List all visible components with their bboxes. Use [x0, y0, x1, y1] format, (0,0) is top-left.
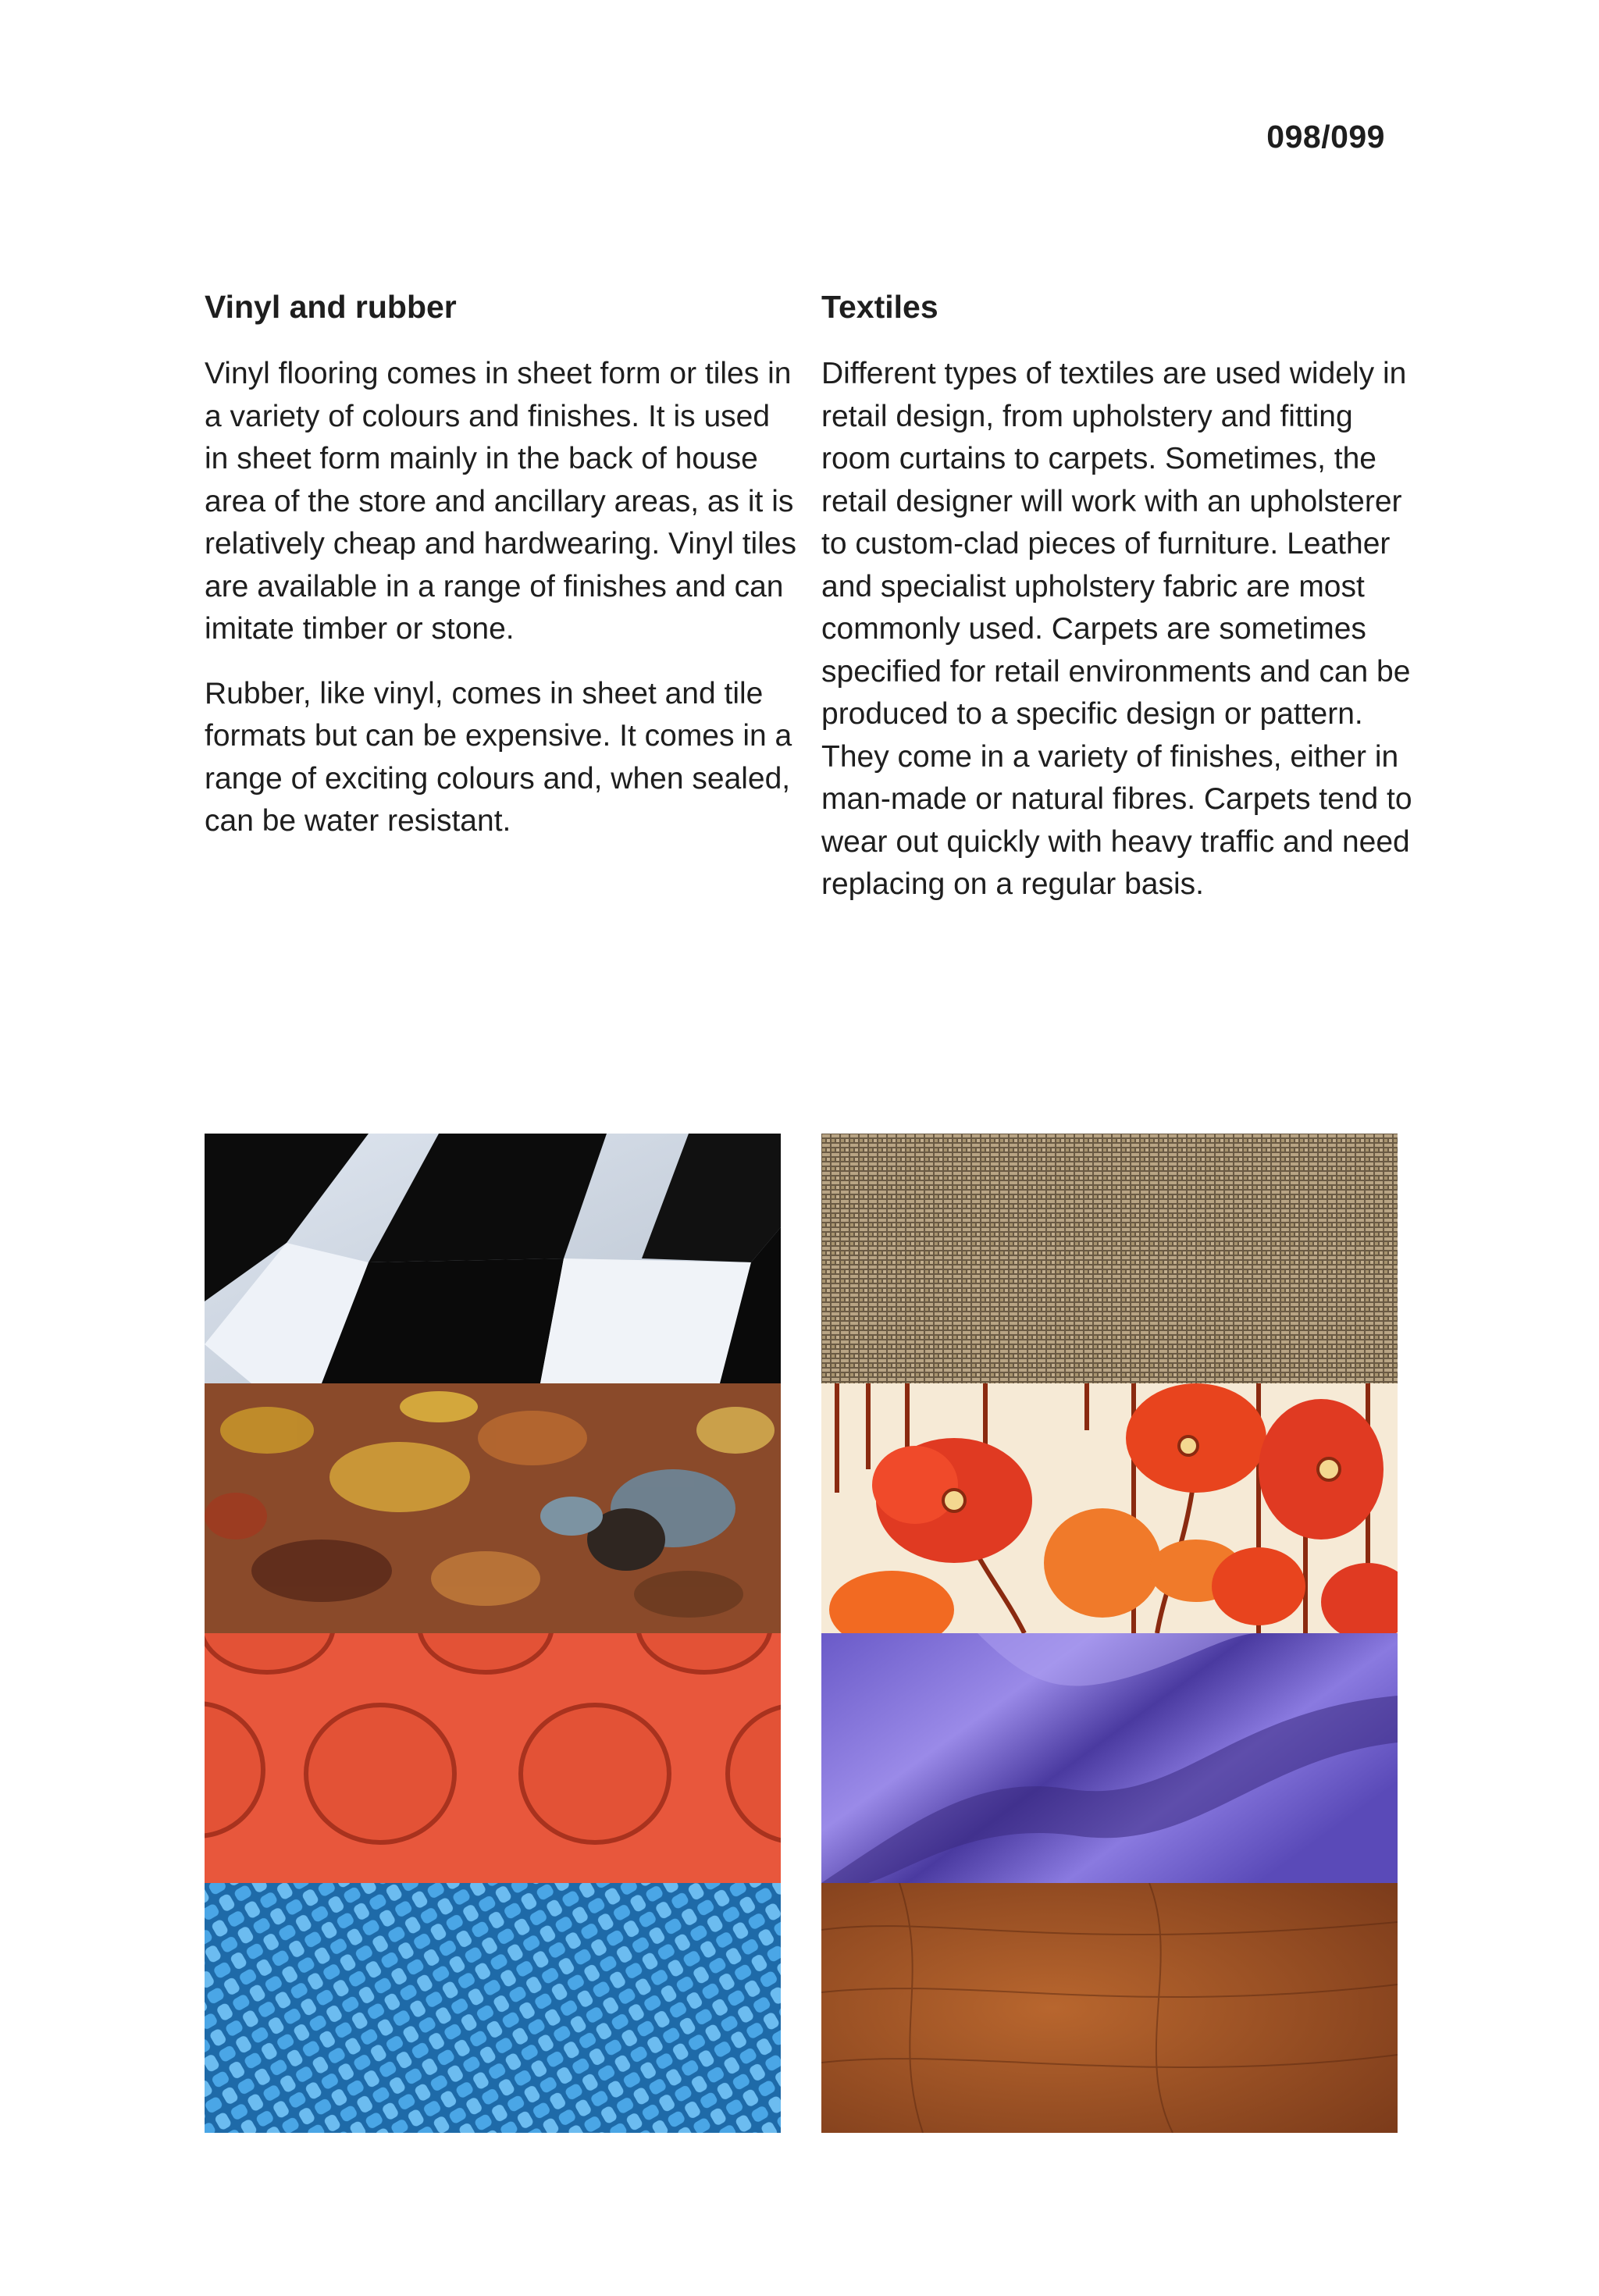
speckled-vinyl-image	[205, 1383, 781, 1633]
checkerboard-vinyl-image	[205, 1134, 781, 1383]
section-heading: Textiles	[821, 289, 938, 325]
body-paragraph: Vinyl flooring comes in sheet form or tiles in a variety of colours and finishes. It is used in sheet form mainly in the back of house area of the store and ancillary areas, as it is relatively cheap and hardwearing. Vinyl tiles are available in a range of finishes and can imitate timber or stone.	[205, 357, 797, 646]
textiles-section	[821, 287, 1415, 928]
studded-rubber-image	[205, 1633, 781, 1883]
hessian-weave-image	[821, 1134, 1398, 1383]
brown-leather-image	[821, 1883, 1398, 2133]
body-paragraph: Rubber, like vinyl, comes in sheet and tile formats but can be expensive. It comes in a range of exciting colours and, when sealed, can be water resistant.	[205, 676, 792, 838]
vinyl-rubber-section	[205, 287, 798, 865]
woven-rubber-image	[205, 1883, 781, 2133]
body-paragraph: Different types of textiles are used widely in retail design, from upholstery and fitting room curtains to carpets. Sometimes, the retail designer will work with an upholsterer to custom-clad pieces of furniture. Leather and specialist upholstery fabric are most commonly used. Carpets are sometimes specified for retail environments and can be produced to a specific design or pattern. They come in a variety of finishes, either in man-made or natural fibres. Carpets tend to wear out quickly with heavy traffic and need replacing on a regular basis.	[821, 357, 1412, 901]
section-heading: Vinyl and rubber	[205, 289, 457, 325]
page-number: 098/099	[1266, 119, 1385, 155]
purple-satin-image	[821, 1633, 1398, 1883]
poppy-print-image	[821, 1383, 1398, 1633]
